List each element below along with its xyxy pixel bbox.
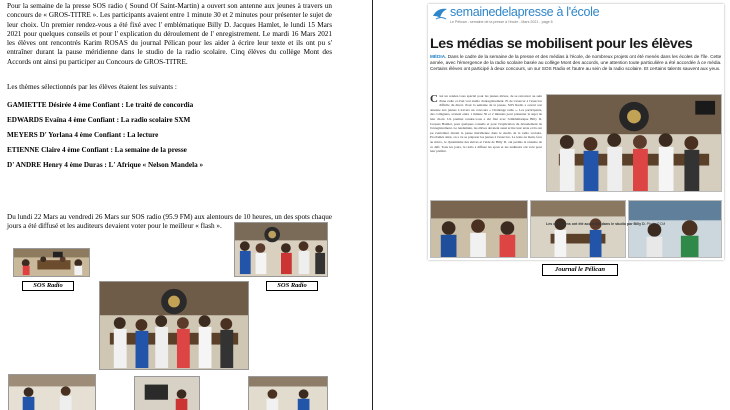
intro-kicker: MÉDIA.: [430, 54, 447, 59]
theme-line: GAMIETTE Désirée 4 ème Confiant : Le traité de concordia: [7, 101, 194, 109]
studio-photo-2: [234, 222, 328, 277]
photo-credit: Photo ©CM: [645, 222, 666, 226]
broadcast-paragraph: Du lundi 22 Mars au vendredi 26 Mars sur SOS radio (95.9 FM) aux alentours de 10 heures, un des spots chaque jours a été diffusé et les auditeurs devaient voter pour le meilleur « flash ».: [7, 213, 332, 231]
theme-line: MEYERS D' Yorlana 4 ème Confiant : La lecture: [7, 131, 159, 139]
article-headline: Les médias se mobilisent pour les élèves: [430, 36, 693, 52]
studio-photo-1: [13, 248, 90, 277]
article-intro: [430, 54, 722, 72]
bottom-photo-2: [530, 200, 626, 258]
intro-paragraph: Pour la semaine de la presse SOS radio ( Sound Of Saint-Martin) a ouvert son antenne aux jeunes à travers un concours de « GROS-TITRE ». Les participants avaient entre 1 minute 30 et 2 minutes pour présenter le sujet de leur choix. Un premier rendez-vous a été fixé avec l' emblématique Billy D. Jacques Hamlet, le lundi 15 Mars 2021 pour quelques conseils et pour l' explication du déroulement de l' enregistrement. Le mardi 16 Mars 2021 les élèves ont rencontrés Karim ROSAS du journal Pélican pour les aider à écrire leur texte et ils ont pu s' entraîner durant la pause méridienne dans le studio de la radio scolaire. Cinq élèves du collège Mont des Accords ont ainsi pu participer au Concours de GROS-TITRE.: [7, 2, 332, 66]
theme-line: D' ANDRE Henry 4 ème Duras : L' Afrique « Nelson Mandela »: [7, 161, 204, 169]
masthead-title: semainedelapresse à l'école: [450, 5, 600, 19]
intro-text: Dans le cadre de la semaine de la presse et des médias à l'école, de nombreux projets ont été menés dans les écoles de l'île. Cette année, avec l'émergence de la radio scolaire basée au collège Mont des accords, une attention toute particulière a été accordée à ce média. Certains élèves ont participé à deux concours, un sur SOS Radio et l'autre au sein de la radio scolaire. Et certains talents sauvent aux yeux.: [430, 54, 722, 71]
masthead-subtitle: Le Pélican - semaine de la presse à l'école - Mars 2021 - page 6: [450, 20, 553, 24]
group-photo: [99, 281, 249, 370]
sos-radio-caption-left: SOS Radio: [22, 281, 74, 291]
body-text: 'est un rendez-vous spécial pour les jeunes élèves, de se retrouver au sein d'une radio et d'un vrai studio d'enregistrement. Et de s'exercer à l'exercice difficile du direct. Pour la semaine de la presse, SOS Radio a ouvert son antenne aux jeunes à travers un concours « Challenge radio ». Les participants, des collégiens, avaient entre 1 minute 30 et 2 minutes pour présenter le sujet de leur choix. Un premier rendez-vous a été fixé avec l'emblématique Billy D. Jacques Hamlet, pour quelques conseils et pour l'explication du déroulement de l'enregistrement. Le lendemain, les élèves devaient aussi écrire leur texte et ils ont pu s'entraîner durant la pause méridienne dans le studio de la radio scolaire. Proclamés ainsi, on a vu se préparer les jeunes à l'exercice. Le texte en main, face au micro, le dynamisme des élèves et l'aide de Billy D. ont permis la réussite de ce défi. Tous les jours, la radio a diffusé les spots et les auditeurs ont voté pour leur préféré.: [430, 94, 542, 154]
sos-radio-caption-right: SOS Radio: [266, 281, 318, 291]
right-newspaper-page: [380, 0, 730, 410]
studio-photo-5: [248, 376, 328, 410]
studio-photo-3: [8, 374, 96, 410]
main-article-photo: [546, 94, 722, 192]
article-body: [430, 94, 542, 198]
studio-photo-4: [134, 376, 200, 410]
theme-line: EDWARDS Evaïna 4 ème Confiant : La radio scolaire SXM: [7, 116, 191, 124]
page-divider: [372, 0, 373, 410]
themes-intro: Les thèmes sélectionnés par les élèves étaient les suivants :: [7, 83, 177, 91]
source-label: Journal le Pélican: [542, 264, 618, 276]
theme-line: ETIENNE Claire 4 ème Confiant : La semaine de la presse: [7, 146, 187, 154]
drop-cap: C: [430, 94, 438, 105]
bird-logo-icon: [432, 6, 448, 22]
photo-caption: [546, 222, 722, 226]
bottom-photo-1: [430, 200, 528, 258]
newspaper-clipping: [428, 4, 724, 260]
bottom-photo-3: [628, 200, 722, 258]
photo-caption-text: Les collégiens ont été accueillis dans le studio par Billy D.: [546, 222, 646, 226]
